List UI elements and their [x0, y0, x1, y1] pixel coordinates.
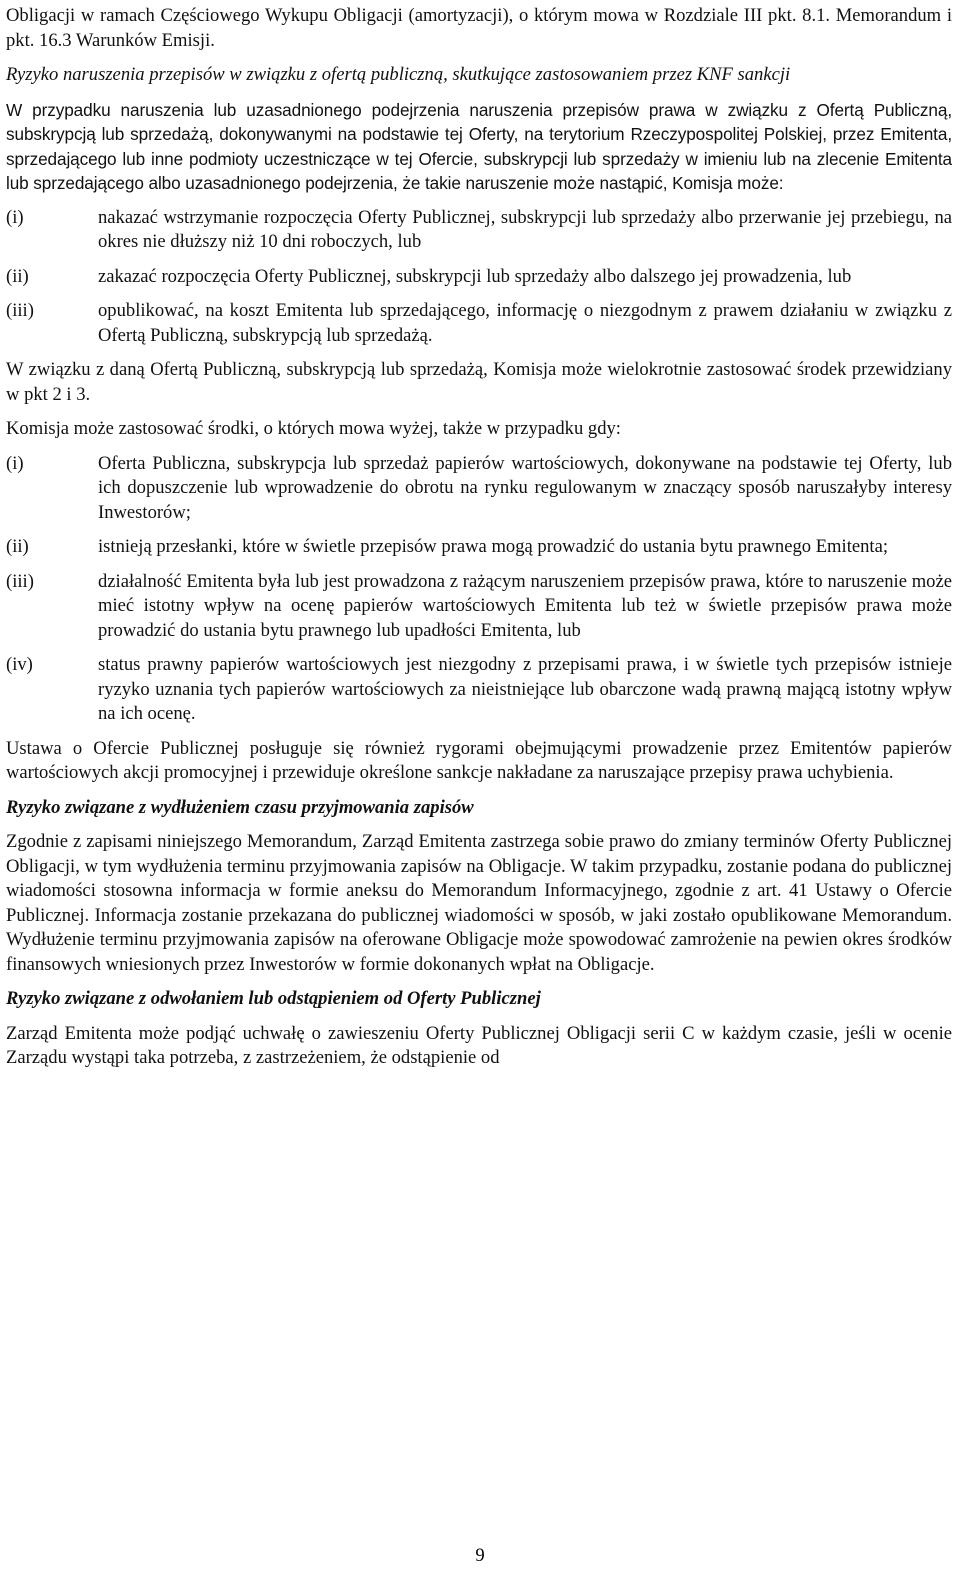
- section-heading: [6, 63, 952, 88]
- list-marker: (iii): [6, 300, 34, 321]
- intro-fragment: Obligacji w ramach Częściowego Wykupu Obligacji (amortyzacji), o którym mowa w Rozdziale III pkt. 8.1. Memorandum i pkt. 16.3 Warunków Emisji.: [6, 5, 952, 51]
- list-marker: (i): [6, 206, 24, 228]
- list-item: [6, 570, 952, 644]
- list-item-text: status prawny papierów wartościowych jest niezgodny z przepisami prawa, i w świetle tych przepisów istnieje ryzyko uznania tych papierów wartościowych za nieistniejące lub obarczone wadą prawną mającą istotny wpływ na ich ocenę.: [98, 654, 952, 724]
- list-marker: (ii): [6, 536, 29, 557]
- page-number: 9: [475, 1545, 485, 1566]
- section-knf-sanctions: [6, 63, 952, 786]
- list-marker: (iii): [6, 570, 34, 592]
- list-conditions: [6, 452, 952, 727]
- heading-italic-part: Ryzyko naruszenia przepisów w związku z ofertą publiczną, skutkujące: [6, 64, 531, 85]
- paragraph: W związku z daną Ofertą Publiczną, subskrypcją lub sprzedażą, Komisja może wielokrotnie zastosować środek przewidziany w pkt 2 i 3.: [6, 359, 952, 405]
- list-item: [6, 206, 952, 255]
- list-item-text: istnieją przesłanki, które w świetle przepisów prawa mogą prowadzić do ustania bytu prawnego Emitenta;: [98, 536, 888, 557]
- section-offer-withdrawal: [6, 987, 952, 1071]
- list-item-text: działalność Emitenta była lub jest prowadzona z rażącym naruszeniem przepisów prawa, które to naruszenie może mieć istotny wpływ na ocenę papierów wartościowych Emitenta lub też w świetle przepisów prawa może prowadzić do ustania bytu prawnego lub upadłości Emitenta, lub: [98, 570, 952, 641]
- heading-plain-part: zastosowaniem przez KNF sankcji: [530, 64, 791, 85]
- list-item-text: zakazać rozpoczęcia Oferty Publicznej, subskrypcji lub sprzedaży albo dalszego jej prowadzenia, lub: [98, 265, 852, 287]
- paragraph: Zarząd Emitenta może podjąć uchwałę o zawieszeniu Oferty Publicznej Obligacji serii C w każdym czasie, jeśli w ocenie Zarządu wystąpi taka potrzeba, z zastrzeżeniem, że odstąpienie od: [6, 1022, 952, 1068]
- list-measures: [6, 206, 952, 349]
- paragraph: Zgodnie z zapisami niniejszego Memorandum, Zarząd Emitenta zastrzega sobie prawo do zmiany terminów Oferty Publicznej Obligacji, w tym wydłużenia terminu przyjmowania zapisów na Obligacje. W takim przypadku, zostanie podana do publicznej wiadomości stosowna informacja w formie aneksu do Memorandum Informacyjnego, zgodnie z art. 41 Ustawy o Ofercie Publicznej. Informacja zostanie przekazana do publicznej wiadomości w sposób, w jaki zostało opublikowane Memorandum. Wydłużenie terminu przyjmowania zapisów na oferowane Obligacje może spowodować zamrożenie na pewien okres środków finansowych wniesionych przez Inwestorów w formie dokonanych wpłat na Obligacje.: [6, 831, 952, 975]
- list-marker: (iv): [6, 654, 33, 675]
- section-heading: Ryzyko związane z odwołaniem lub odstąpieniem od Oferty Publicznej: [6, 988, 541, 1009]
- list-item-text: nakazać wstrzymanie rozpoczęcia Oferty Publicznej, subskrypcji lub sprzedaży albo przerwanie jej przebiegu, na okres nie dłuższy niż 10 dni roboczych, lub: [98, 206, 952, 252]
- list-item: [6, 653, 952, 727]
- paragraph: W przypadku naruszenia lub uzasadnionego podejrzenia naruszenia przepisów prawa w związku z Ofertą Publiczną, subskrypcją lub sprzedażą, dokonywanymi na podstawie tej Oferty, na terytorium Rzeczypospolitej Polskiej, przez Emitenta, sprzedającego lub inne podmioty uczestniczące w tej Ofercie, subskrypcji lub sprzedaży w imieniu lub na zlecenie Emitenta lub sprzedającego albo uzasadnionego podejrzenia, że takie naruszenie może nastąpić, Komisja może:: [6, 99, 952, 193]
- section-subscription-extension: [6, 796, 952, 978]
- paragraph: Ustawa o Ofercie Publicznej posługuje się również rygorami obejmującymi prowadzenie przez Emitentów papierów wartościowych akcji promocyjnej i przewiduje określone sankcje nakładane za naruszające przepisy prawa uchybienia.: [6, 737, 952, 783]
- list-item: [6, 452, 952, 526]
- list-marker: (i): [6, 452, 24, 474]
- list-item: [6, 265, 952, 290]
- paragraph: Komisja może zastosować środki, o których mowa wyżej, także w przypadku gdy:: [6, 418, 621, 439]
- list-item-text: Oferta Publiczna, subskrypcja lub sprzedaż papierów wartościowych, dokonywane na podstawie tej Oferty, lub ich dopuszczenie lub wprowadzenie do obrotu na rynku regulowanym w znaczący sposób naruszałyby interesy Inwestorów;: [98, 452, 952, 523]
- list-item: [6, 299, 952, 348]
- list-item-text: opublikować, na koszt Emitenta lub sprzedającego, informację o niezgodnym z prawem działaniu w związku z Ofertą Publiczną, subskrypcją lub sprzedażą.: [98, 300, 952, 346]
- list-item: [6, 535, 952, 560]
- list-marker: (ii): [6, 265, 29, 287]
- section-heading: Ryzyko związane z wydłużeniem czasu przyjmowania zapisów: [6, 796, 474, 818]
